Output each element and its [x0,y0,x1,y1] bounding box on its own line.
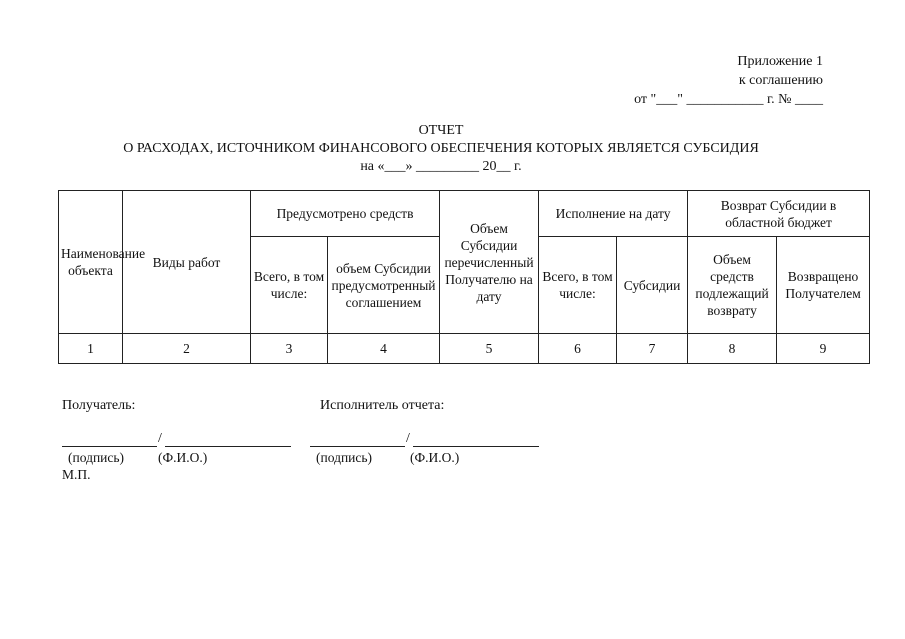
header-exec-subsidy: Субсидии [617,237,688,334]
column-number: 7 [617,334,688,364]
header-return-due: Объем средств подлежащий возврату [688,237,777,334]
annex-header [523,52,823,109]
title-date: на «___» _________ 20__ г. [360,159,522,174]
recipient-sign-caption: (подпись) [68,450,125,465]
column-number: 5 [440,334,539,364]
annex-number: Приложение 1 [737,54,823,69]
title-subject: О РАСХОДАХ, ИСТОЧНИКОМ ФИНАНСОВОГО ОБЕСПЕЧЕНИЯ КОТОРЫХ ЯВЛЯЕТСЯ СУБСИДИЯ [123,141,759,156]
header-execution-group: Исполнение на дату [539,191,688,237]
column-number: 4 [328,334,440,364]
executor-slash: / [406,431,410,446]
column-number: 1 [59,334,123,364]
title-report: ОТЧЕТ [418,123,464,138]
header-exec-total: Всего, в том числе: [539,237,617,334]
stamp-label: М.П. [62,467,91,482]
executor-label: Исполнитель отчета: [320,398,445,413]
executor-signature-line [310,446,405,447]
header-works: Виды работ [123,191,251,334]
column-number-row [59,334,870,364]
header-returned: Возвращено Получателем [777,237,870,334]
header-planned-group: Предусмотрено средств [251,191,440,237]
header-object: Наименование объекта [59,191,123,334]
column-number: 6 [539,334,617,364]
recipient-fio-line [165,446,291,447]
report-table [58,190,870,364]
header-planned-total: Всего, в том числе: [251,237,328,334]
executor-fio-line [413,446,539,447]
annex-date-number: от "___" ___________ г. № ____ [634,92,823,107]
column-number: 9 [777,334,870,364]
executor-sign-caption: (подпись) [316,450,373,465]
executor-fio-caption: (Ф.И.О.) [410,450,460,465]
header-transferred: Объем Субсидии перечисленный Получателю на дату [440,191,539,334]
recipient-label: Получатель: [62,398,136,413]
recipient-fio-caption: (Ф.И.О.) [158,450,208,465]
column-number: 3 [251,334,328,364]
recipient-signature-line [62,446,157,447]
report-title [0,122,882,176]
column-number: 8 [688,334,777,364]
header-planned-subsidy: объем Субсидии предусмотренный соглашением [328,237,440,334]
column-number: 2 [123,334,251,364]
annex-agreement: к соглашению [738,73,823,88]
recipient-slash: / [158,431,162,446]
header-return-group: Возврат Субсидии в областной бюджет [688,191,870,237]
